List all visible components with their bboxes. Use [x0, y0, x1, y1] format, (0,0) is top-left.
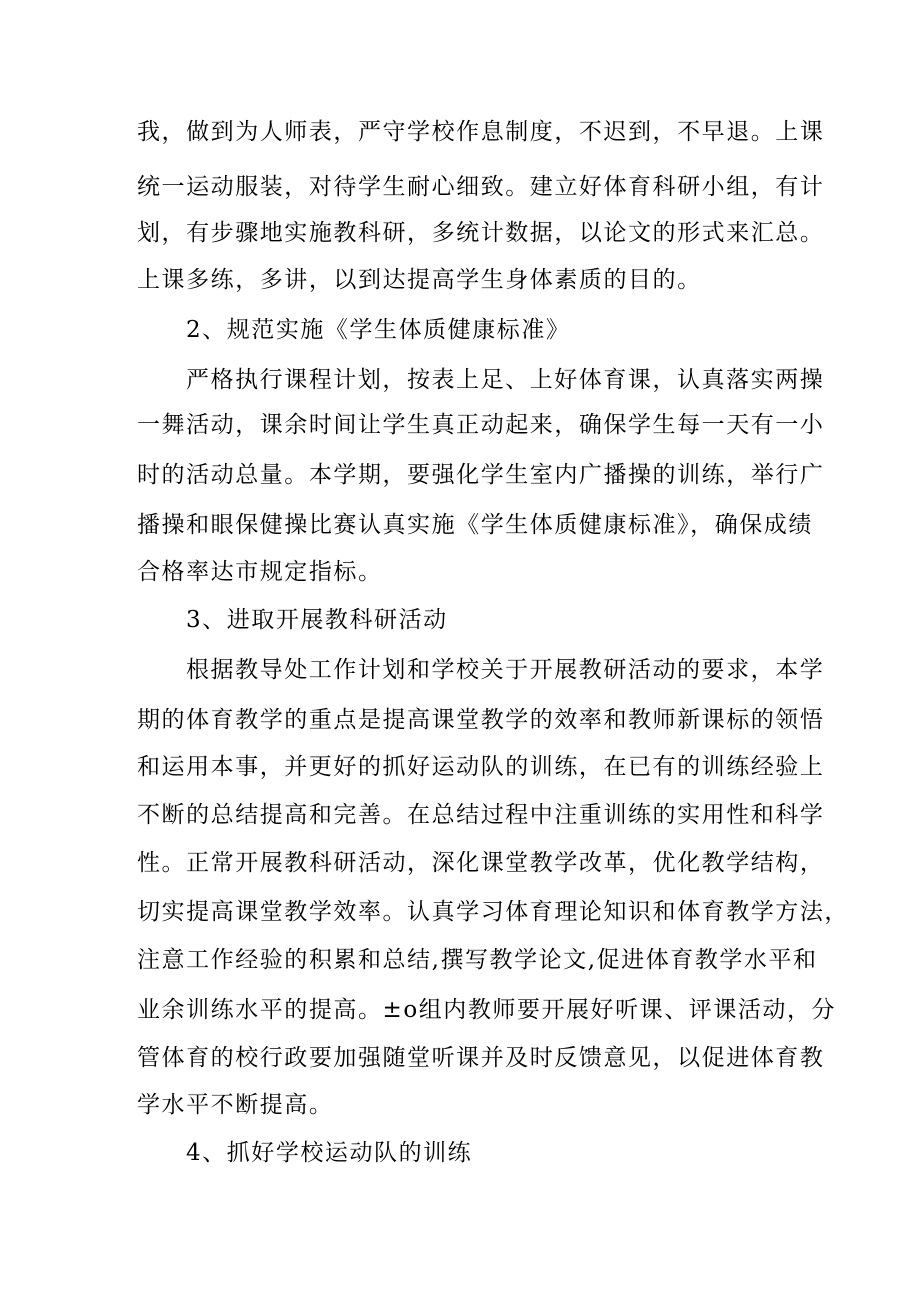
paragraph-line: 我，做到为人师表，严守学校作息制度，不迟到，不早退。上课 — [137, 119, 825, 145]
paragraph-line: 上课多练，多讲，以到达提高学生身体素质的目的。 — [137, 267, 702, 293]
paragraph-line: 学水平不断提高。 — [137, 1092, 334, 1118]
paragraph-line: 严格执行课程计划，按表上足、上好体育课，认真落实两操 — [186, 367, 825, 393]
paragraph-line: 一舞活动，课余时间让学生真正动起来，确保学生每一天有一小 — [137, 412, 825, 438]
paragraph-line: 期的体育教学的重点是提高课堂教学的效率和教师新课标的领悟 — [137, 707, 825, 733]
paragraph-line: 统一运动服装，对待学生耐心细致。建立好体育科研小组，有计 — [137, 174, 825, 200]
paragraph-line: 根据教导处工作计划和学校关于开展教研活动的要求，本学 — [186, 657, 825, 683]
paragraph-line: 划，有步骤地实施教科研，多统计数据，以论文的形式来汇总。 — [137, 220, 825, 246]
paragraph-line: 管体育的校行政要加强随堂听课并及时反馈意见，以促进体育教 — [137, 1045, 825, 1071]
paragraph-line: 业余训练水平的提高。±o组内教师要开展好听课、评课活动，分 — [137, 997, 837, 1023]
paragraph-line: 切实提高课堂教学效率。认真学习体育理论知识和体育教学方法， — [137, 899, 849, 925]
paragraph-line: 播操和眼保健操比赛认真实施《学生体质健康标准》，确保成绩 — [137, 512, 813, 538]
section-heading-4: 4、抓好学校运动队的训练 — [186, 1140, 473, 1166]
paragraph-line: 合格率达市规定指标。 — [137, 559, 383, 585]
section-heading-2: 2、规范实施《学生体质健康标准》 — [186, 317, 571, 343]
section-heading-3: 3、进取开展教科研活动 — [186, 607, 448, 633]
paragraph-line: 注意工作经验的积累和总结,撰写教学论文,促进体育教学水平和 — [137, 947, 818, 973]
paragraph-line: 时的活动总量。本学期，要强化学生室内广播操的训练，举行广 — [137, 462, 825, 488]
paragraph-line: 和运用本事，并更好的抓好运动队的训练，在已有的训练经验上 — [137, 754, 825, 780]
paragraph-line: 性。正常开展教科研活动，深化课堂教学改革，优化教学结构， — [137, 850, 825, 876]
paragraph-line: 不断的总结提高和完善。在总结过程中注重训练的实用性和科学 — [137, 802, 825, 828]
